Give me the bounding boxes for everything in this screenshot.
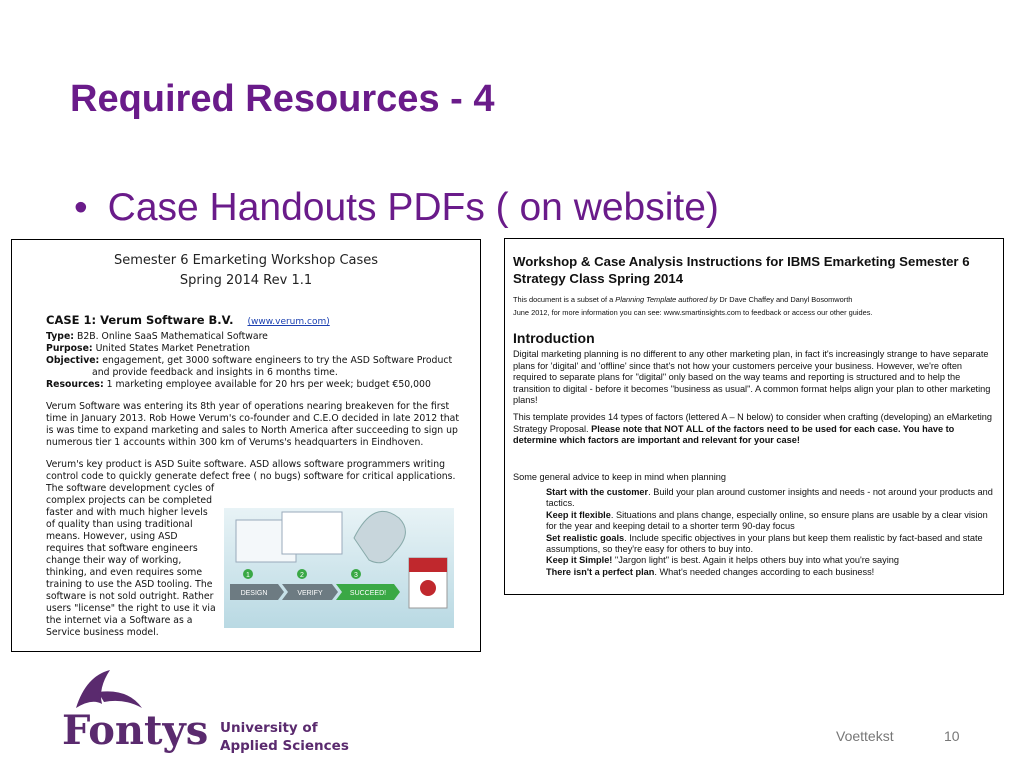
introduction-text: Digital marketing planning is no different to any other marketing plan, in fact it's increasingly strange to have separate plans for 'digital' and 'offline' since that's not how your customers perceive your business. However, we're often required to separate plans for "digital" only based on the way teams and reporting is structured and to help the transition to digital - before it becomes "business as usual". A common format helps align your plan to other marketing plans! [513,349,991,405]
logo-wordmark: Fontys [62,707,209,754]
logo-wing-tail-icon [98,691,142,708]
screenshot-thumb-2 [282,512,342,554]
resources-value: 1 marketing employee available for 20 hrs per week; budget €50,000 [103,379,431,390]
resources-row [46,379,466,391]
advice-label: Start with the customer [546,487,649,497]
advice-text: . Build your plan around customer insights and needs - not around your products and tactics. [546,487,993,509]
advice-label: Set realistic goals [546,532,625,543]
case-paragraph-2-continued: complex projects can be completed faster and with much higher levels of quality than using traditional means. However, using ASD requires that software engineers change their way of working, thinking, and even requires some training to use the ASD tooling. The software is not sold outright. Rather users "license" the right to use it via the internet via a Software as a Service business model. [46,495,216,638]
university-line-1: University of [220,720,318,736]
purpose-label: Purpose: [46,343,93,354]
asd-suite-product-graphic [224,498,454,628]
source-note-italic: Planning Template authored by [615,295,718,304]
resources-label: Resources: [46,379,104,390]
introduction-heading: Introduction [513,330,595,346]
advice-list [546,487,996,578]
objective-value: engagement, get 3000 software engineers to try the ASD Software Product [99,355,453,366]
type-label: Type: [46,331,74,342]
case-paragraph-1: Verum Software was entering its 8th year of operations nearing breakeven for the first time in January 2013. Rob Howe Verum's co-founder and C.E.O decided in late 2012 that is was time to expand marketing and sales to North America after succeeding to sign up numerous tier 1 accounts within 300 km of Verums's headquarters in Eindhoven. [46,401,459,448]
advice-item [546,555,996,566]
university-line-2: Applied Sciences [220,738,349,754]
source-note-pre: This document is a subset of a [513,295,616,304]
source-note-post: Dr Dave Chaffey and Danyl Bosomworth [717,295,853,304]
fontys-logo [58,668,358,758]
bullet-text: Case Handouts PDFs ( on website) [107,186,719,229]
step-succeed-label: SUCCEED! [349,590,387,597]
step-3-number: 3 [354,572,358,579]
case-paragraph-2: Verum's key product is ASD Suite software. ASD allows software programmers writing control code to quickly generate defect free ( no bugs) software for critical applications. The software development cycles of [46,459,456,494]
advice-label: Keep it flexible [546,509,611,520]
source-note [513,295,993,305]
objective-continuation: and provide feedback and insights in 6 months time. [92,367,338,378]
workshop-cases-document [11,239,481,652]
case-heading [46,314,466,328]
slide-title: Required Resources - 4 [70,78,495,120]
purpose-value: United States Market Penetration [92,343,250,354]
advice-text: . What's needed changes according to each business! [654,566,875,577]
document-title [12,251,480,291]
advice-intro: Some general advice to keep in mind when planning [513,472,726,482]
template-text [513,412,995,447]
advice-label: Keep it Simple! [546,555,613,566]
template-text-plain: This template provides 14 types of factors (lettered A – N below) to consider when crafting (developing) an eMarketing Strategy Proposal. [513,412,993,434]
objective-row [46,355,466,367]
bullet-marker: • [74,186,88,229]
advice-label: There isn't a perfect plan [546,566,655,577]
case-link[interactable]: (www.verum.com) [247,317,330,327]
advice-text: "Jargon light" is best. Again it helps others buy into what you're saying [612,555,899,566]
advice-text: . Situations and plans change, especially online, so ensure plans are usable by a clear vision for the year and keeping detail to a shorter term 90-day focus [546,509,988,532]
purpose-row [46,343,466,355]
step-verify-label: VERIFY [297,590,323,597]
template-text-bold: Please note that NOT ALL of the factors need to be used for each case. You have to determine which factors are important and relevant for your case! [513,423,955,445]
type-value: B2B. Online SaaS Mathematical Software [73,331,268,342]
source-date-note: June 2012, for more information you can see: www.smartinsights.com to feedback or access our other guides. [513,308,873,317]
advice-item [546,487,996,510]
type-row [46,331,466,343]
bullet-item [74,186,719,230]
case-label: CASE 1: Verum Software B.V. [46,313,234,327]
advice-item [546,510,996,533]
product-box-band [409,558,447,572]
instructions-heading: Workshop & Case Analysis Instructions for IBMS Emarketing Semester 6 Strategy Class Spring 2014 [513,254,970,286]
step-2-number: 2 [300,572,304,579]
advice-text: . Include specific objectives in your plans but keep them realistic by fact-based and state assumptions, so they're easy for others to buy into. [546,532,983,555]
page-number: 10 [944,728,960,744]
document-title-line-1: Semester 6 Emarketing Workshop Cases [113,253,379,268]
logo-wing-icon [76,670,110,708]
advice-item [546,567,996,578]
document-title-line-2: Spring 2014 Rev 1.1 [179,273,313,288]
advice-item [546,533,996,556]
objective-label: Objective: [46,355,100,366]
step-1-number: 1 [246,572,250,579]
case-analysis-instructions-document [504,238,1004,595]
step-design-label: DESIGN [240,590,268,597]
product-box-logo [420,580,436,596]
footer-label: Voettekst [836,728,894,744]
